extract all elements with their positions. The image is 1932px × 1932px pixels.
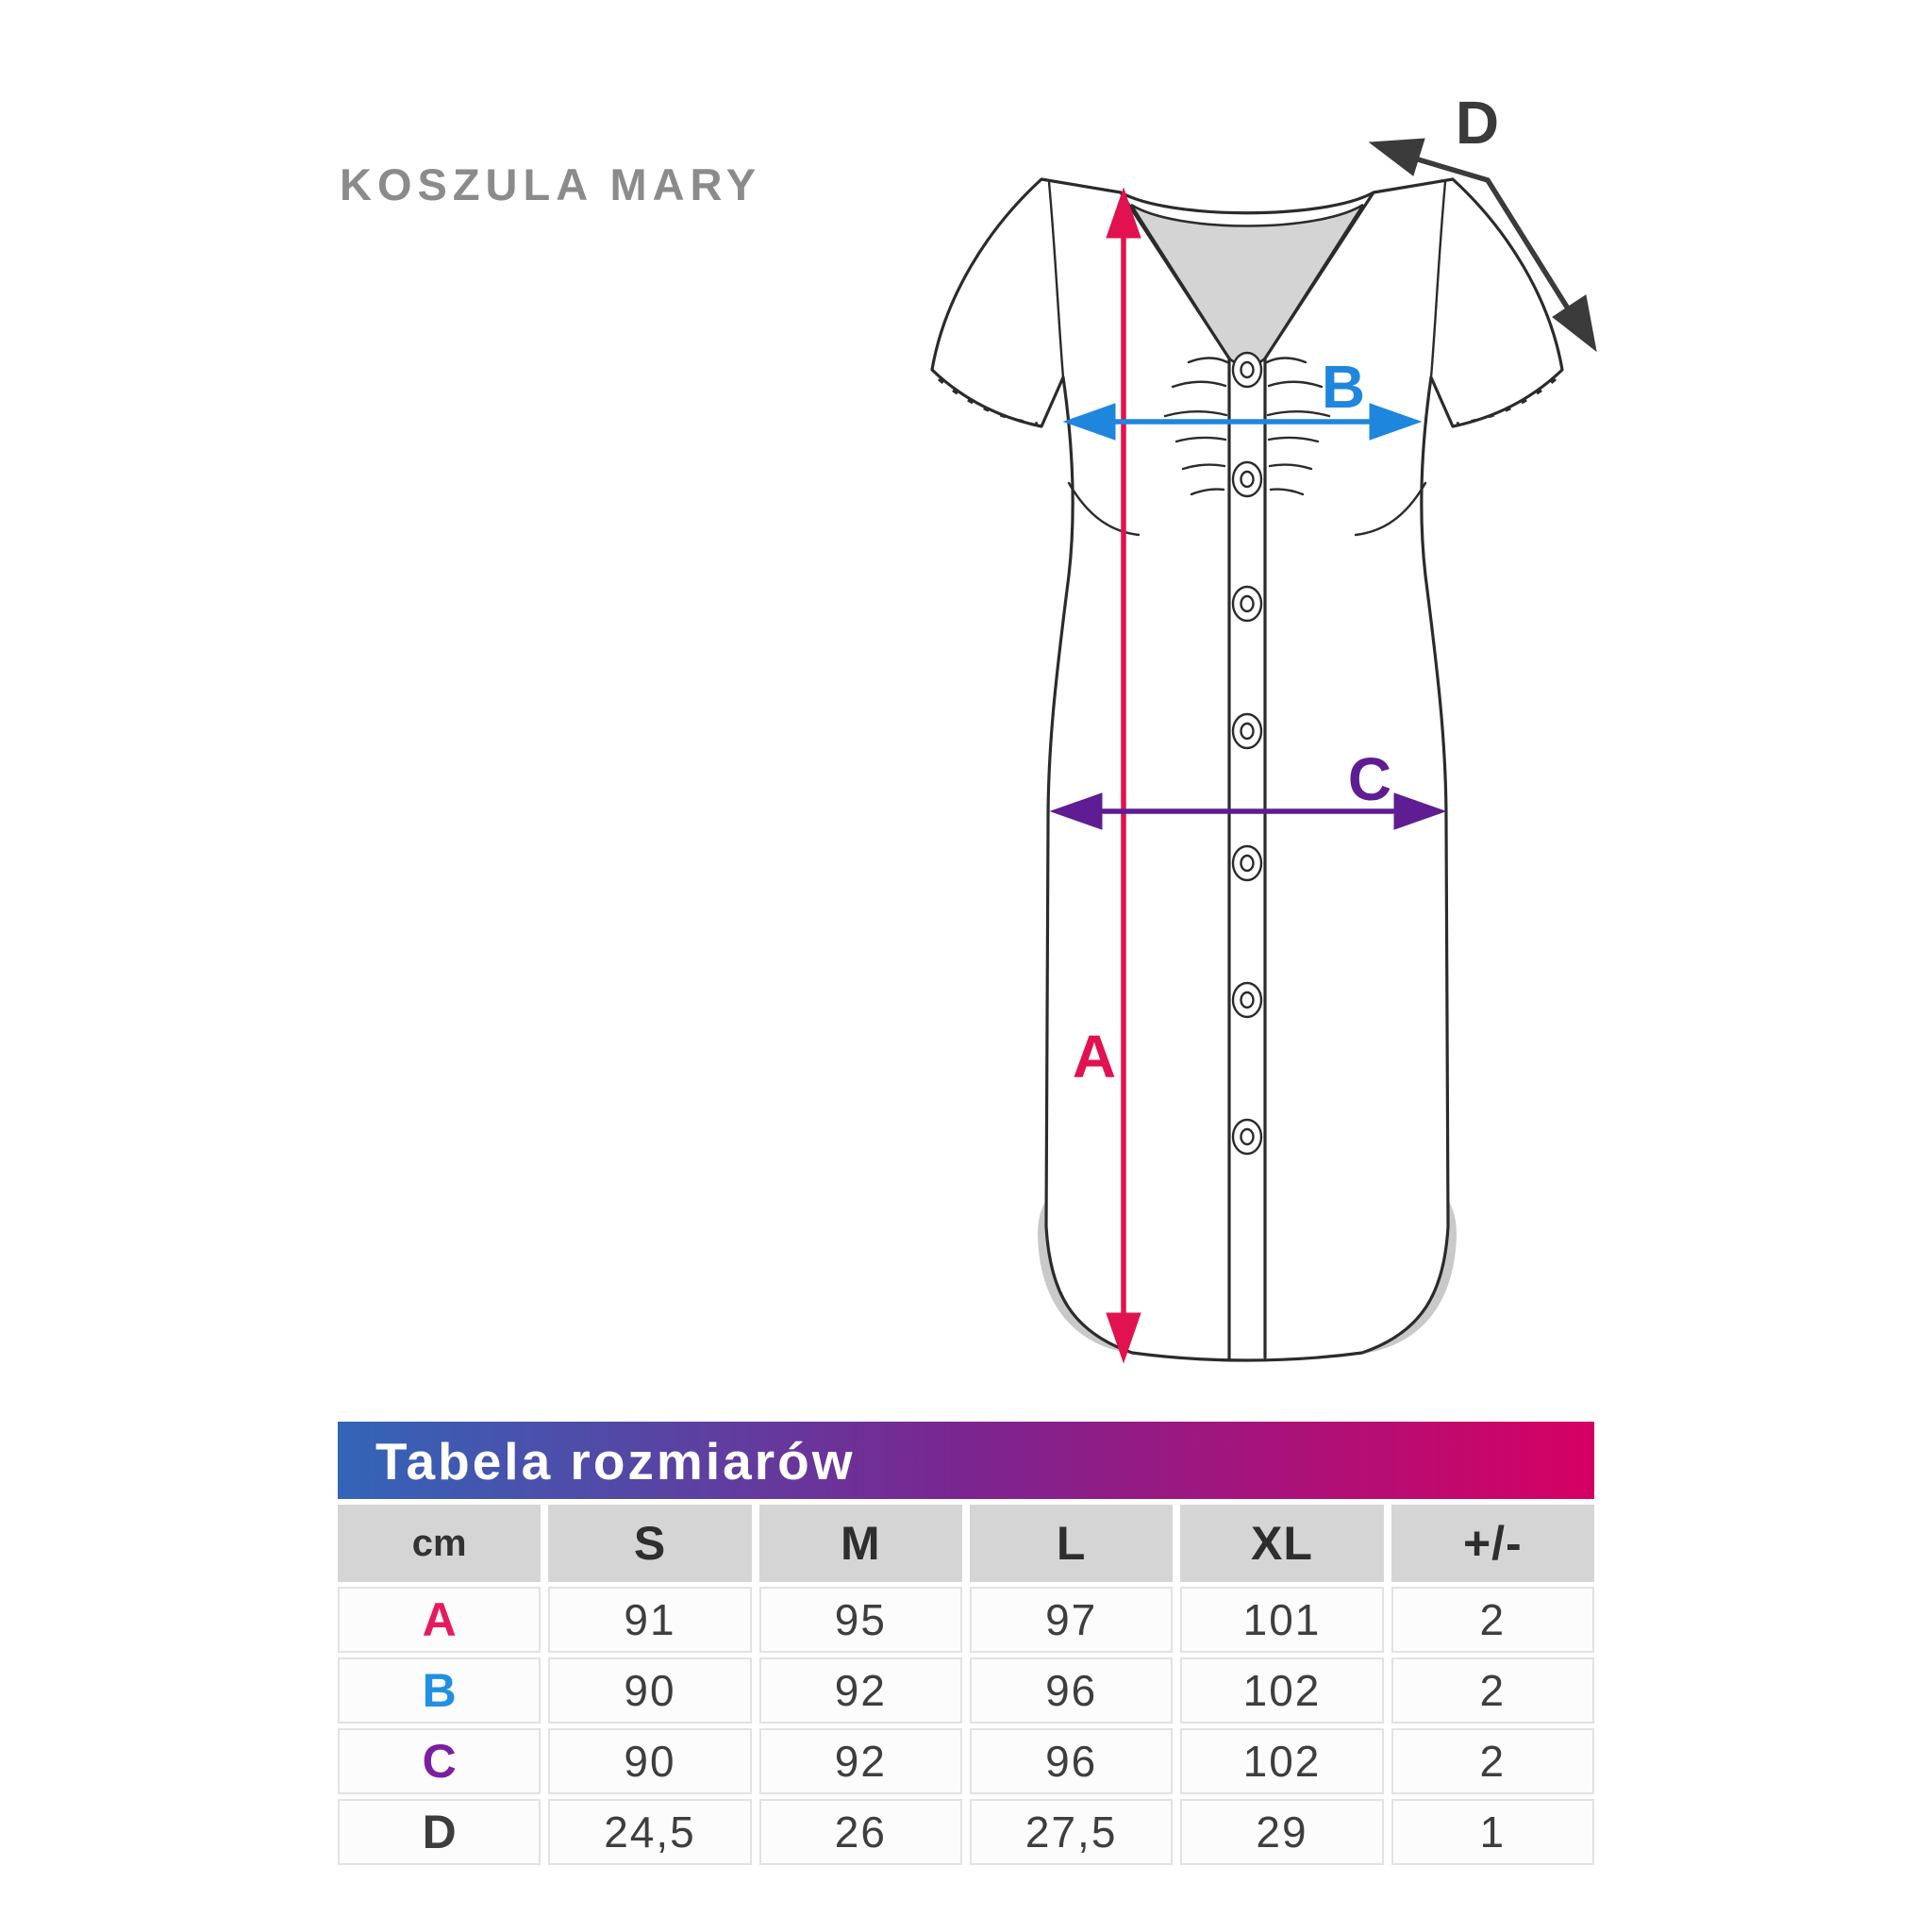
button xyxy=(1233,587,1261,621)
arrowhead-upleft-icon xyxy=(1370,139,1424,175)
cell-c-tolerance: 2 xyxy=(1391,1728,1594,1794)
measurement-label-c: C xyxy=(1347,745,1392,813)
column-header-cm: cm xyxy=(338,1505,541,1582)
measurement-label-b: B xyxy=(1321,353,1366,421)
cell-c-m: 92 xyxy=(759,1728,962,1794)
button xyxy=(1233,983,1261,1017)
column-header-m: M xyxy=(759,1505,962,1582)
cell-a-s: 91 xyxy=(548,1587,751,1653)
button xyxy=(1233,846,1261,880)
cell-b-s: 90 xyxy=(548,1657,751,1724)
cell-c-l: 96 xyxy=(970,1728,1173,1794)
cell-b-l: 96 xyxy=(970,1657,1173,1724)
cell-a-tolerance: 2 xyxy=(1391,1587,1594,1653)
cell-c-s: 90 xyxy=(548,1728,751,1794)
garment-drawing xyxy=(932,179,1562,1360)
column-header-l: L xyxy=(970,1505,1173,1582)
cell-b-xl: 102 xyxy=(1180,1657,1383,1724)
cell-b-tolerance: 2 xyxy=(1391,1657,1594,1724)
cell-a-xl: 101 xyxy=(1180,1587,1383,1653)
cell-b-m: 92 xyxy=(759,1657,962,1724)
cell-d-m: 26 xyxy=(759,1799,962,1865)
size-table-title: Tabela rozmiarów xyxy=(338,1422,1594,1499)
cell-d-tolerance: 1 xyxy=(1391,1799,1594,1865)
column-header-tolerance: +/- xyxy=(1391,1505,1594,1582)
button xyxy=(1233,353,1261,387)
size-table-grid xyxy=(338,1505,1594,1865)
size-table xyxy=(338,1422,1594,1865)
column-header-xl: XL xyxy=(1180,1505,1383,1582)
button xyxy=(1233,1120,1261,1154)
arrowhead-downright-icon xyxy=(1553,295,1596,351)
page-title: KOSZULA MARY xyxy=(340,159,762,209)
row-label-a: A xyxy=(338,1587,541,1653)
cell-d-xl: 29 xyxy=(1180,1799,1383,1865)
measurement-label-d: D xyxy=(1455,89,1500,157)
cell-a-l: 97 xyxy=(970,1587,1173,1653)
row-label-c: C xyxy=(338,1728,541,1794)
button xyxy=(1233,714,1261,748)
cell-d-l: 27,5 xyxy=(970,1799,1173,1865)
row-label-b: B xyxy=(338,1657,541,1724)
column-header-s: S xyxy=(548,1505,751,1582)
cell-a-m: 95 xyxy=(759,1587,962,1653)
cell-c-xl: 102 xyxy=(1180,1728,1383,1794)
cell-d-s: 24,5 xyxy=(548,1799,751,1865)
button xyxy=(1233,462,1261,496)
row-label-d: D xyxy=(338,1799,541,1865)
measurement-label-a: A xyxy=(1072,1023,1117,1091)
